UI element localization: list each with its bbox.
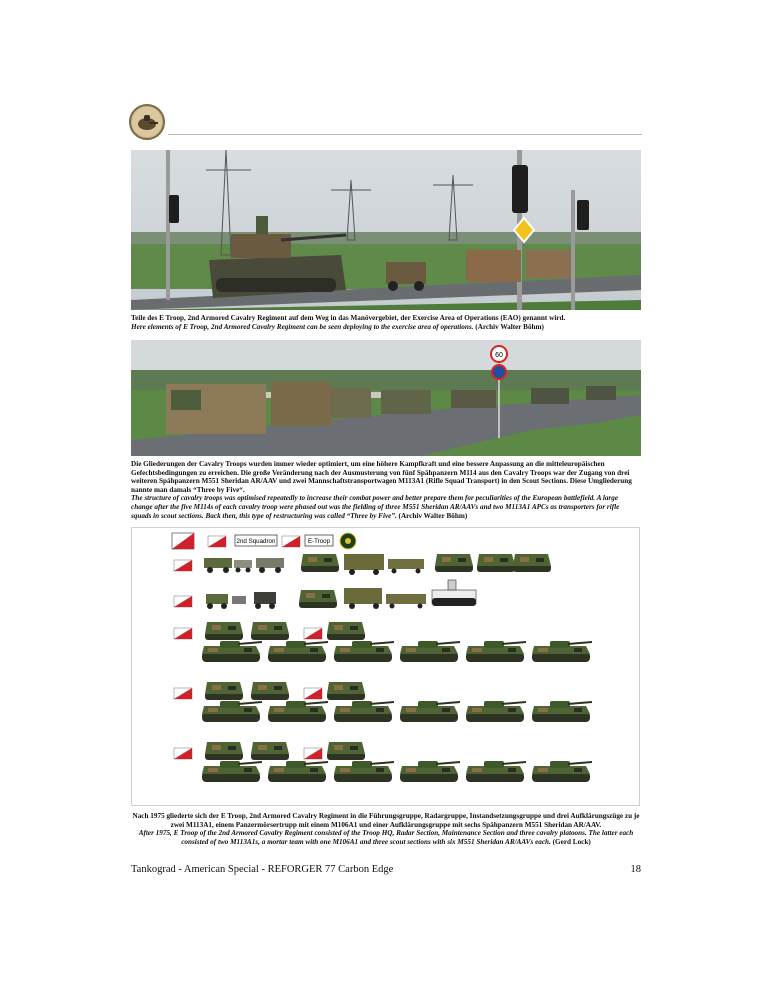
squadron-flag-icon — [208, 536, 226, 547]
cavalry-platoon-1 — [174, 622, 592, 662]
caption-2-german: Die Gliederungen der Cavalry Troops wurden immer wieder optimiert, um eine höhere Kampfkraft und eine bessere Anpassung an die mitteleuropäischen Gefechtsbedingungen zu erreichen. Die große Veränderung nach der Ausmusterung von fünf Spähpanzern M114 aus den Cavalry Troops war der Zugang von drei weiteren Spähpanzern M551 Sheridan AR/AAV und zwei Mannschaftstransportwagen M113A1 (Rifle Squad Transport) in den Scout Sections. Diese Umgliederung nannte man damals “Three by Five“. — [131, 460, 632, 494]
m551-sheridan — [202, 641, 262, 662]
hq-flag-icon — [172, 533, 194, 549]
m113a1-apc — [251, 622, 289, 640]
m106a1-mortar-carrier — [327, 742, 365, 760]
caption-1-german: Teile des E Troop, 2nd Armored Cavalry Regiment auf dem Weg in das Manövergebiet, der Exercise Area of Operations (EAO) genannt wird. — [131, 314, 566, 322]
m551-sheridan — [400, 761, 460, 782]
m551-sheridan — [202, 701, 262, 722]
caption-3-credit: (Gerd Lock) — [552, 837, 591, 846]
squadron-label: 2nd Squadron — [236, 538, 276, 545]
regiment-insignia-icon — [340, 533, 356, 549]
m113a1-apc — [251, 682, 289, 700]
caption-2-credit: (Archiv Walter Böhm) — [398, 511, 468, 520]
platoon-flag-icon — [174, 628, 192, 639]
mortar-flag-icon — [304, 688, 322, 699]
m551-sheridan — [466, 641, 526, 662]
caption-organization-chart — [131, 812, 641, 846]
m551-sheridan — [334, 641, 394, 662]
organization-chart — [131, 527, 640, 806]
mortar-flag-icon — [304, 748, 322, 759]
radar-maintenance-row — [174, 580, 476, 609]
m551-sheridan — [532, 641, 592, 662]
caption-photo-1 — [131, 314, 641, 331]
m551-sheridan — [532, 701, 592, 722]
m551-sheridan — [334, 701, 394, 722]
troop-label: E-Troop — [307, 538, 331, 545]
mortar-flag-icon — [304, 628, 322, 639]
cavalry-platoon-2 — [174, 682, 592, 722]
caption-1-english: Here elements of E Troop, 2nd Armored Cavalry Regiment can be seen deploying to the exercise area of operations. — [131, 322, 474, 331]
troop-flag-icon — [282, 536, 300, 547]
m551-sheridan — [268, 641, 328, 662]
header-rule — [168, 134, 642, 135]
m551-sheridan — [400, 701, 460, 722]
caption-3-german: Nach 1975 gliederte sich der E Troop, 2nd Armored Cavalry Regiment in die Führungsgruppe, Radargruppe, Instandsetzungsgruppe und drei Aufklärungszüge zu je zwei M113A1, einem Panzermörsertrupp mit einem M106A1 und einer Aufklärungsgruppe mit sechs Spähpanzern M551 Sheridan AR/AAV. — [132, 812, 640, 829]
m551-sheridan — [466, 701, 526, 722]
m551-sheridan — [202, 761, 262, 782]
m113a1-apc — [205, 622, 243, 640]
m113a1-apc — [205, 682, 243, 700]
footer-title: Tankograd - American Special - REFORGER 77 Carbon Edge — [131, 864, 394, 875]
photo-convoy-on-road — [131, 340, 641, 456]
publisher-logo — [129, 104, 165, 140]
caption-1-credit: (Archiv Walter Böhm) — [475, 322, 544, 331]
troop-hq-row — [174, 554, 551, 575]
page-number: 18 — [630, 864, 641, 875]
m113a1-apc — [205, 742, 243, 760]
m551-sheridan — [268, 701, 328, 722]
m551-sheridan — [400, 641, 460, 662]
m113a1-apc — [251, 742, 289, 760]
m551-sheridan — [268, 761, 328, 782]
caption-3-english: After 1975, E Troop of the 2nd Armored Cavalry Regiment consisted of the Troop HQ, Radar Section, Maintenance Section and three cavalry platoons. The latter each consisted of two M113A1s, a mortar team with one M106A1 and three scout sections with six M551 Sheridan AR/AAVs each. — [138, 829, 634, 846]
m551-sheridan — [466, 761, 526, 782]
platoon-flag-icon — [174, 688, 192, 699]
m106a1-mortar-carrier — [327, 622, 365, 640]
platoon-flag-icon — [174, 748, 192, 759]
svg-text:60: 60 — [495, 352, 503, 359]
caption-photo-2 — [131, 460, 641, 520]
caption-2-english: The structure of cavalry troops was optimised repeatedly to increase their combat power and better prepare them for peculiarities of the European battlefield. A large change after the five M114s of each cavalry troop were phased out was the fielding of three M551 Sheridan AR/AAVs and two M113A1 APCs as transporters for rifle squads in scout sections. Back then, this type of restructuring was called “Three by Five”. — [131, 494, 620, 520]
m106a1-mortar-carrier — [327, 682, 365, 700]
photo-e-troop-deploying — [131, 150, 641, 310]
m551-sheridan — [334, 761, 394, 782]
m551-sheridan — [532, 761, 592, 782]
cavalry-platoon-3 — [174, 742, 592, 782]
